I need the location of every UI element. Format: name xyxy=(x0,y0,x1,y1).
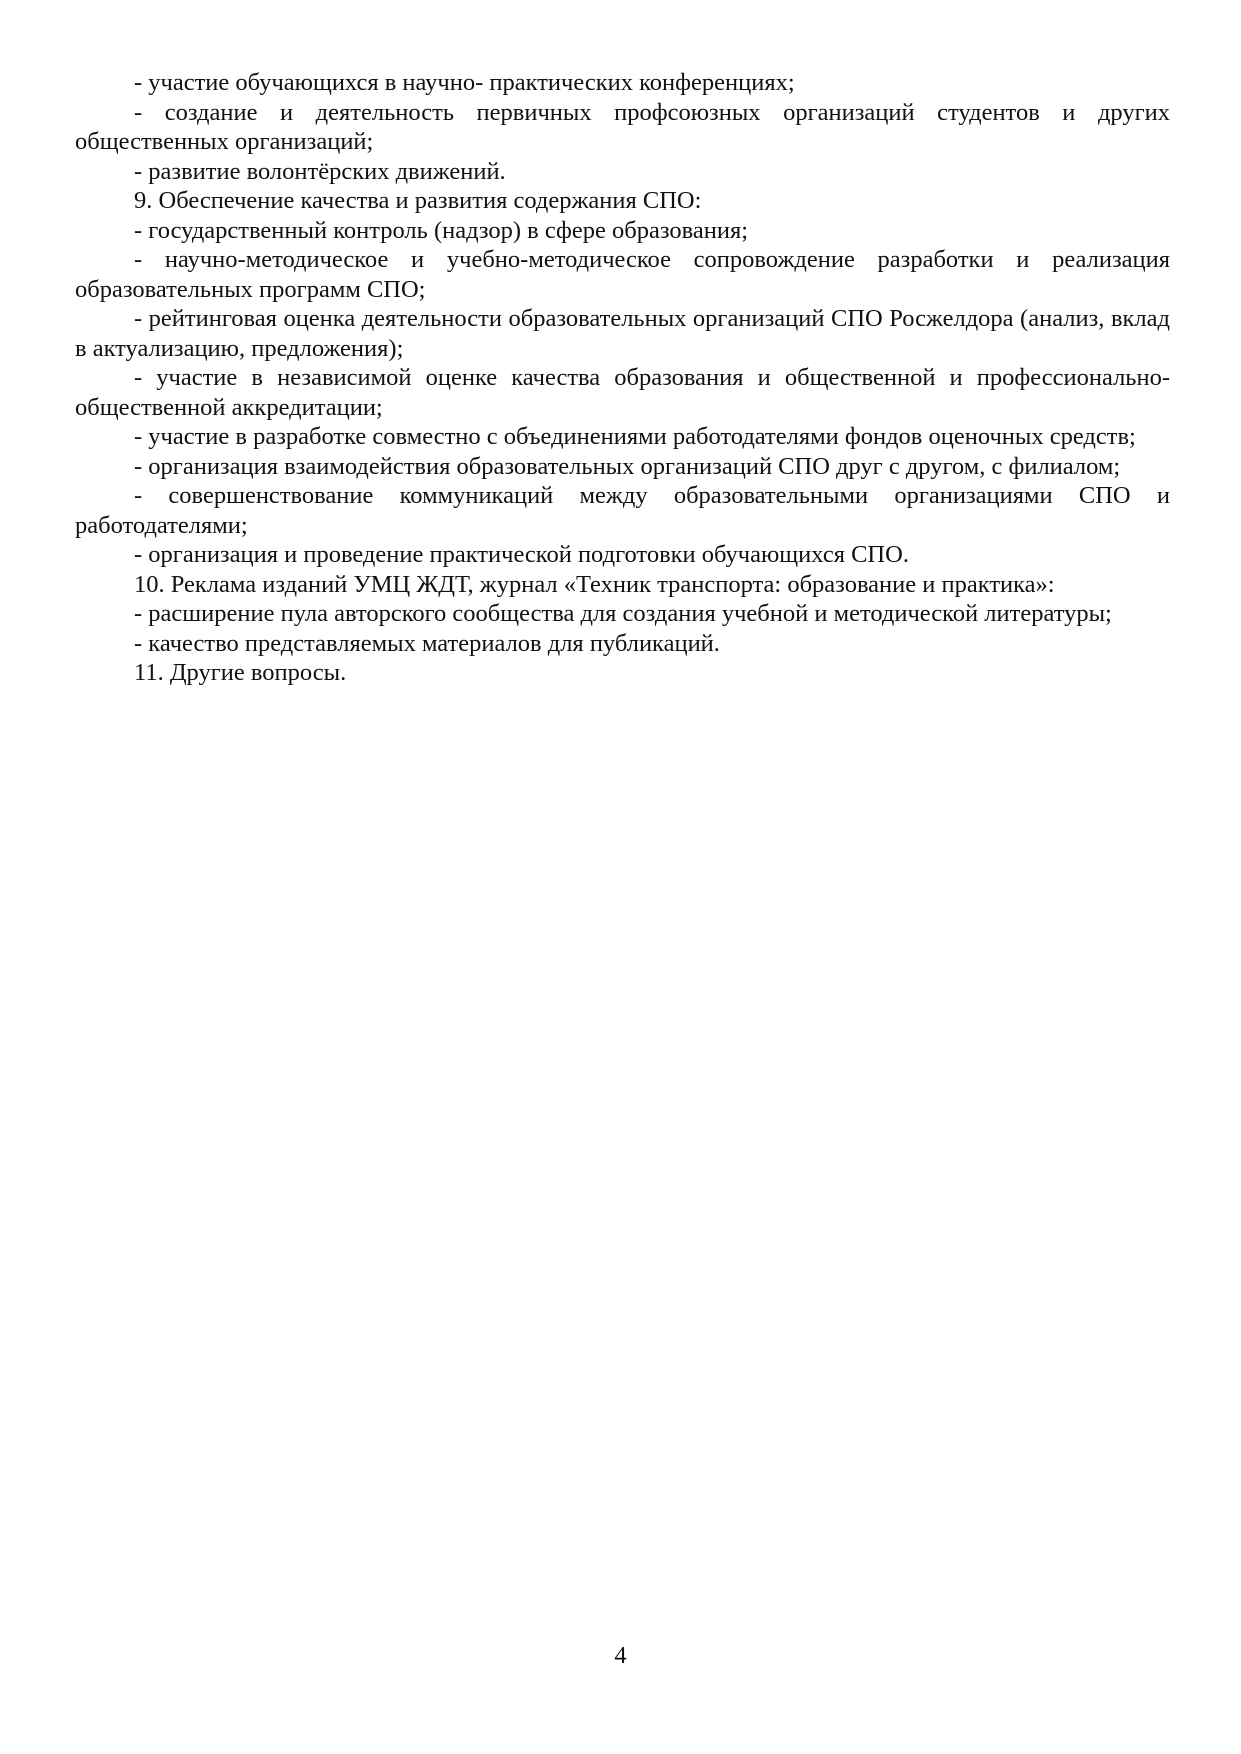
list-item: - расширение пула авторского сообщества для создания учебной и методической литературы; xyxy=(134,600,1112,627)
list-item: - участие обучающихся в научно- практических конференциях; xyxy=(134,69,795,96)
list-item: - развитие волонтёрских движений. xyxy=(134,157,506,185)
list-item: - участие в независимой оценке качества образования и общественной и профессионально-общественной аккредитации; xyxy=(75,364,1170,421)
section-heading: 10. Реклама изданий УМЦ ЖДТ, журнал «Техник транспорта: образование и практика»: xyxy=(134,570,1055,598)
list-item: - научно-методическое и учебно-методическое сопровождение разработки и реализация образовательных программ СПО; xyxy=(75,246,1170,303)
section-heading: 11. Другие вопросы. xyxy=(134,659,347,686)
list-item: - создание и деятельность первичных профсоюзных организаций студентов и других общественных организаций; xyxy=(75,98,1170,155)
body-text xyxy=(75,68,1170,688)
section-heading: 9. Обеспечение качества и развития содержания СПО: xyxy=(134,187,702,214)
list-item: - качество представляемых материалов для публикаций. xyxy=(134,629,720,657)
page-number: 4 xyxy=(614,1642,627,1669)
list-item: - организация взаимодействия образовательных организаций СПО друг с другом, с филиалом; xyxy=(134,452,1121,480)
list-item: - государственный контроль (надзор) в сфере образования; xyxy=(134,216,749,244)
list-item: - рейтинговая оценка деятельности образовательных организаций СПО Росжелдора (анализ, вклад в актуализацию, предложения); xyxy=(75,305,1170,362)
list-item: - организация и проведение практической подготовки обучающихся СПО. xyxy=(134,541,909,568)
list-item: - участие в разработке совместно с объединениями работодателями фондов оценочных средств; xyxy=(134,423,1136,450)
list-item: - совершенствование коммуникаций между образовательными организациями СПО и работодателями; xyxy=(75,482,1170,539)
